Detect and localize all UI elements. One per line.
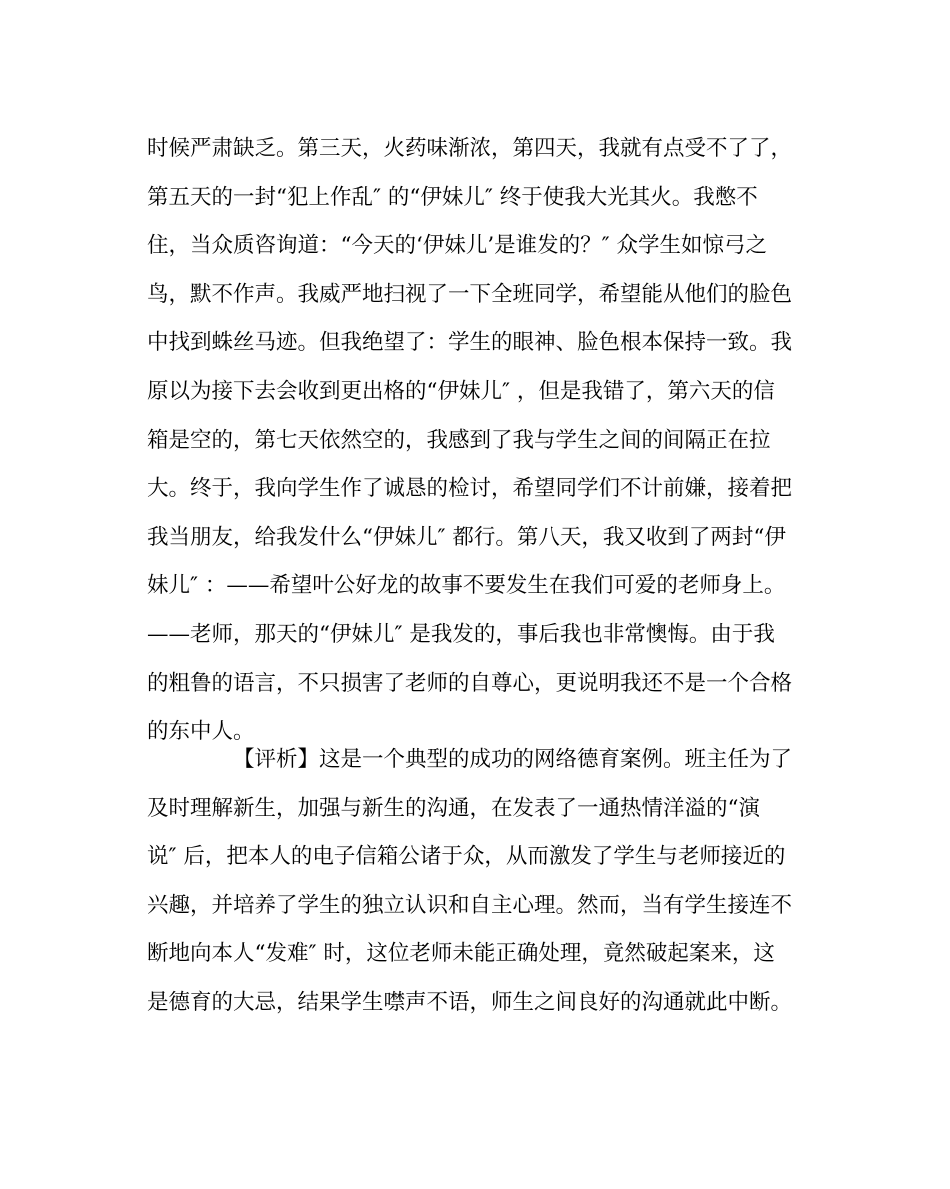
text-line: 【评析】这是一个典型的成功的网络德育案例。班主任为了 <box>233 747 793 772</box>
text-line: 及时理解新生，加强与新生的沟通，在发表了一通热情洋溢的“演 <box>147 795 760 821</box>
text-line: 我当朋友，给我发什么“伊妹儿″ 都行。第八天，我又收到了两封“伊 <box>147 524 786 550</box>
text-line: 妹儿″ ：——希望叶公好龙的故事不要发生在我们可爱的老师身上。 <box>147 573 786 599</box>
text-line: 是德育的大忌，结果学生噤声不语，师生之间良好的沟通就此中断。 <box>147 989 793 1015</box>
text-line: ——老师，那天的“伊妹儿″ 是我发的，事后我也非常懊悔。由于我 <box>147 621 775 647</box>
text-line: 的粗鲁的语言，不只损害了老师的自尊心，更说明我还不是一个合格 <box>147 670 793 696</box>
text-line: 兴趣，并培养了学生的独立认识和自主心理。然而，当有学生接连不 <box>147 892 793 918</box>
text-line: 大。终于，我向学生作了诚恳的检讨，希望同学们不计前嫌，接着把 <box>147 476 793 502</box>
text-line: 的东中人。 <box>147 719 255 745</box>
text-line: 断地向本人“发难″ 时，这位老师未能正确处理，竟然破起案来，这 <box>147 941 775 967</box>
paragraph-commentary <box>147 736 807 1028</box>
paragraph-story <box>147 125 807 757</box>
text-line: 时候严肃缺乏。第三天，火药味渐浓，第四天，我就有点受不了了， <box>147 136 793 161</box>
text-line: 住，当众质咨询道：“今天的‘伊妹儿’是谁发的？″ 众学生如惊弓之 <box>147 233 768 259</box>
text-line: 说″ 后，把本人的电子信箱公诸于众，从而激发了学生与老师接近的 <box>147 844 786 870</box>
text-line: 鸟，默不作声。我威严地扫视了一下全班同学，希望能从他们的脸色 <box>147 281 793 307</box>
text-line: 原以为接下去会收到更出格的“伊妹儿″ ，但是我错了，第六天的信 <box>147 378 775 404</box>
text-line: 中找到蛛丝马迹。但我绝望了：学生的眼神、脸色根本保持一致。我 <box>147 330 793 356</box>
text-line: 第五天的一封“犯上作乱″ 的“伊妹儿″ 终于使我大光其火。我憋不 <box>147 184 758 210</box>
text-line: 箱是空的，第七天依然空的，我感到了我与学生之间的间隔正在拉 <box>147 427 771 453</box>
